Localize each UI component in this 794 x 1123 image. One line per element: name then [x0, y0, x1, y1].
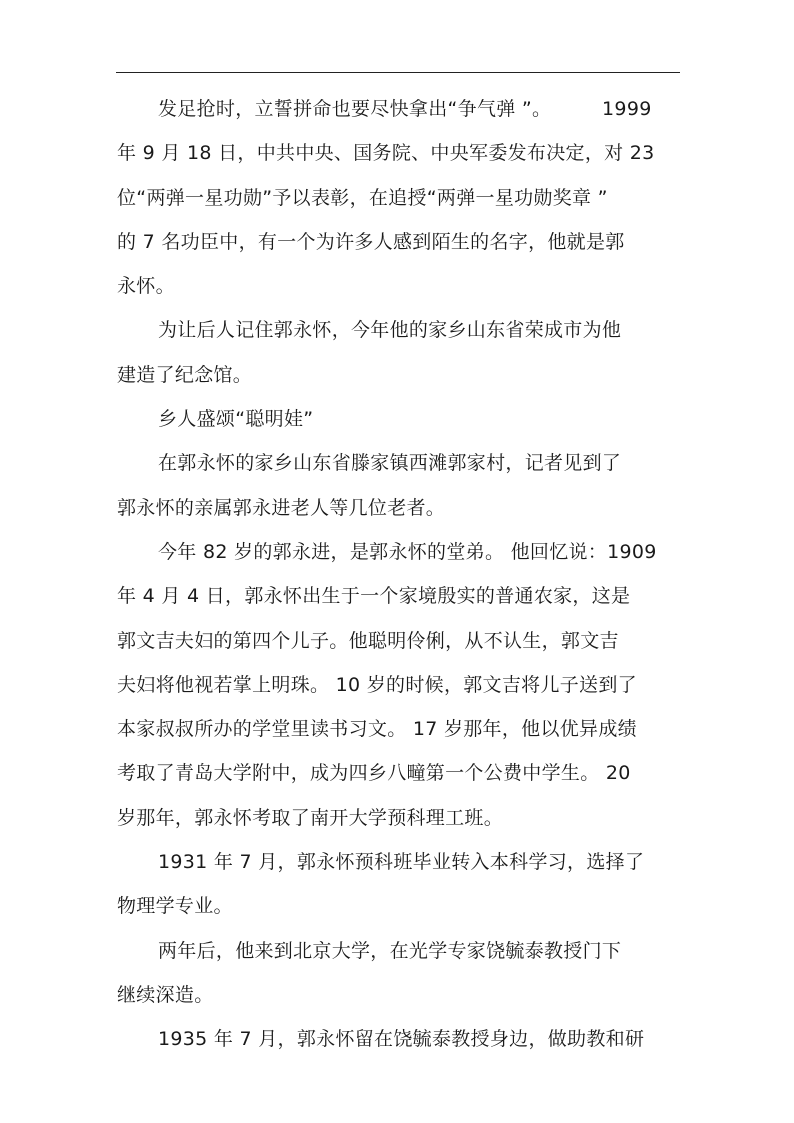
- text-line: 岁那年，郭永怀考取了南开大学预科理工班。: [117, 806, 504, 829]
- text-line: 永怀。: [117, 275, 175, 298]
- text-line: 为让后人记住郭永怀，今年他的家乡山东省荣成市为他: [158, 319, 622, 342]
- text-line: 物理学专业。: [117, 895, 233, 918]
- section-heading: 乡人盛颂“聪明娃”: [158, 408, 314, 431]
- text-line: 本家叔叔所办的学堂里读书习文。 17 岁那年，他以优异成绩: [117, 718, 637, 741]
- text-line: 在郭永怀的家乡山东省滕家镇西滩郭家村，记者见到了: [158, 452, 622, 475]
- text-line: 今年 82 岁的郭永进，是郭永怀的堂弟。 他回忆说：1909: [158, 540, 657, 563]
- text-line: 郭永怀的亲属郭永进老人等几位老者。: [117, 496, 446, 519]
- text-line: 1931 年 7 月，郭永怀预科班毕业转入本科学习，选择了: [158, 851, 645, 874]
- text-line: 1935 年 7 月，郭永怀留在饶毓泰教授身边，做助教和研: [158, 1028, 645, 1051]
- body-text: [117, 87, 697, 1062]
- text-line: 夫妇将他视若掌上明珠。 10 岁的时候，郭文吉将儿子送到了: [117, 673, 637, 696]
- text-line: 郭文吉夫妇的第四个儿子。他聪明伶俐，从不认生，郭文吉: [117, 629, 619, 652]
- text-line: 的 7 名功臣中，有一个为许多人感到陌生的名字，他就是郭: [117, 230, 625, 253]
- text-line: 继续深造。: [117, 983, 214, 1006]
- text-line: 两年后，他来到北京大学，在光学专家饶毓泰教授门下: [158, 939, 622, 962]
- text-line: 年 9 月 18 日，中共中央、国务院、中央军委发布决定，对 23: [117, 142, 655, 165]
- text-line: 考取了青岛大学附中，成为四乡八疃第一个公费中学生。 20: [117, 762, 631, 785]
- text-line: 年 4 月 4 日，郭永怀出生于一个家境殷实的普通农家，这是: [117, 585, 631, 608]
- text-line: 建造了纪念馆。: [117, 363, 253, 386]
- text-line: 发足抢时，立誓拼命也要尽快拿出“争气弹 ”。 1999: [158, 98, 652, 120]
- text-line: 位“两弹一星功勋”予以表彰，在追授“两弹一星功勋奖章 ”: [117, 186, 608, 209]
- header-rule: [116, 72, 680, 73]
